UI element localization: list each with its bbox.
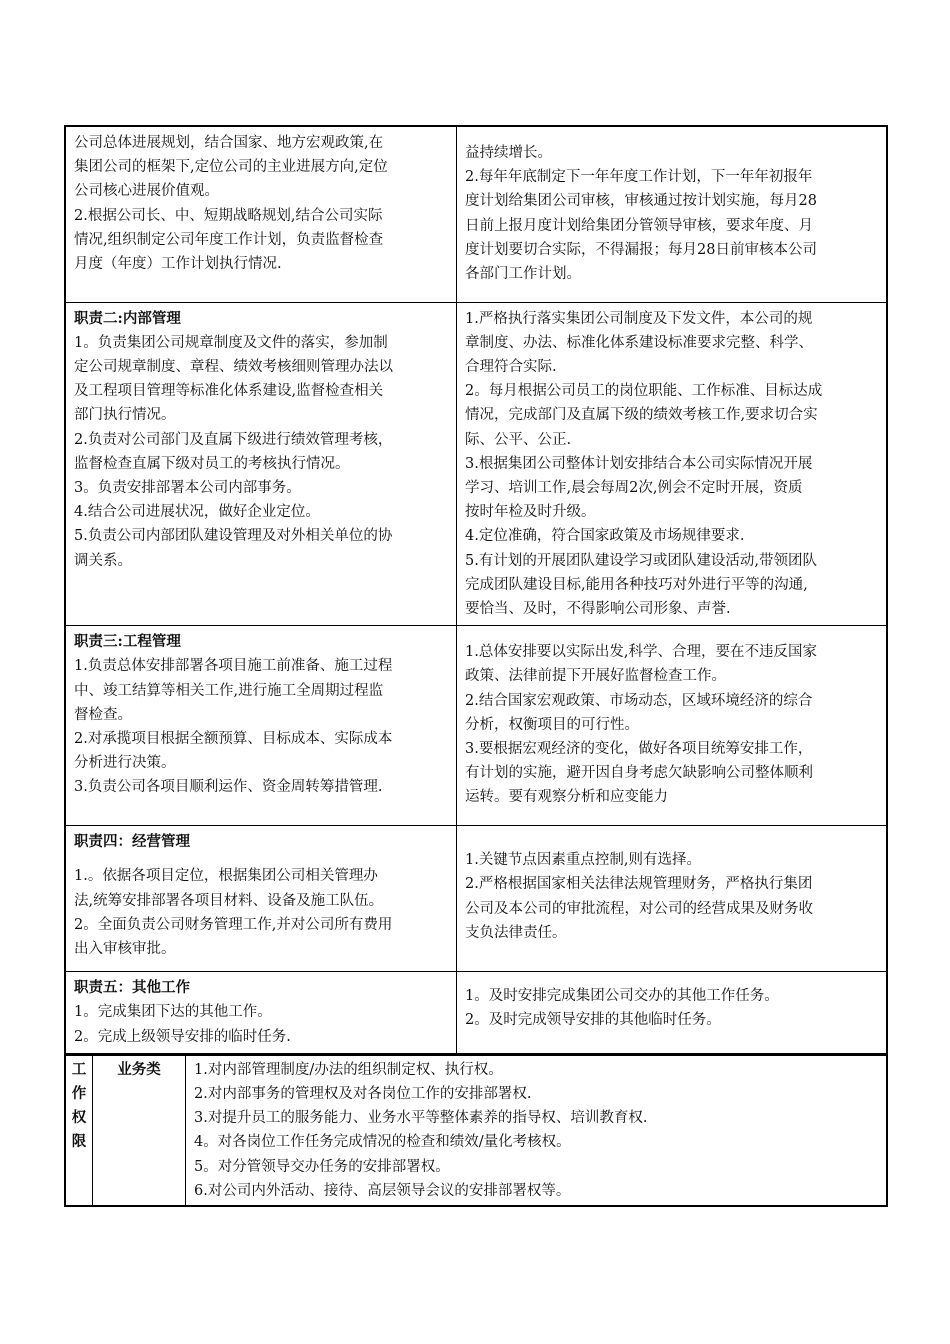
- authority-items: [186, 1055, 888, 1206]
- duty-title: 职责二:内部管理: [74, 309, 181, 327]
- heading-char: 权: [71, 1109, 87, 1127]
- text-line: 要恰当、及时，不得影响公司形象、声誉.: [465, 600, 731, 617]
- text-line: 中、竣工结算等相关工作,进行施工全周期过程监: [74, 682, 384, 699]
- text-line: 月度（年度）工作计划执行情况.: [74, 256, 282, 273]
- text-line: 5.有计划的开展团队建设学习或团队建设活动,带领团队: [465, 552, 817, 569]
- duty-standard-cell: [457, 126, 888, 302]
- text-line: 1.负责总体安排部署各项目施工前准备、施工过程: [74, 658, 393, 675]
- authority-item: 5。对分管领导交办任务的安排部署权。: [194, 1158, 450, 1175]
- text-line: 定公司规章制度、章程、绩效考核细则管理办法以: [74, 358, 393, 375]
- text-line: 监督检查直属下级对员工的考核执行情况。: [74, 455, 350, 472]
- text-line: 2.对承揽项目根据全额预算、目标成本、实际成本: [74, 730, 393, 747]
- text-line: 2。每月根据公司员工的岗位职能、工作标准、目标达成: [465, 383, 823, 400]
- duty-description-cell: [65, 972, 457, 1054]
- text-line: 日前上报月度计划给集团分管领导审核，要求年度、月: [465, 217, 813, 234]
- text-line: 各部门工作计划。: [465, 266, 581, 283]
- text-line: 5.负责公司内部团队建设管理及对外相关单位的协: [74, 528, 393, 545]
- authority-item: 4。对各岗位工作任务完成情况的检查和绩效/量化考核权。: [194, 1134, 571, 1151]
- text-line: 1。负责集团公司规章制度及文件的落实，参加制: [74, 334, 388, 351]
- text-line: 2。完成上级领导安排的临时任务.: [74, 1028, 291, 1045]
- text-line: 完成团队建设目标,能用各种技巧对外进行平等的沟通,: [465, 576, 808, 593]
- text-line: 度计划给集团公司审核，审核通过按计划实施，每月28: [465, 193, 817, 210]
- duty-title: 职责四：经营管理: [74, 833, 190, 851]
- text-line: 2。全面负责公司财务管理工作,并对公司所有费用: [74, 916, 393, 933]
- text-line: 情况，完成部门及直属下级的绩效考核工作,要求切合实: [465, 407, 818, 424]
- duty-title: 职责三:工程管理: [74, 633, 181, 651]
- text-line: 及工程项目管理等标准化体系建设,监督检查相关: [74, 383, 384, 400]
- text-line: 1.。依据各项目定位，根据集团公司相关管理办: [74, 868, 378, 885]
- text-line: 2.根据公司长、中、短期战略规划,结合公司实际: [74, 207, 383, 224]
- authority-row: [65, 1055, 887, 1206]
- text-line: 际、公平、公正.: [465, 431, 572, 448]
- text-line: 益持续增长。: [465, 145, 552, 161]
- duty-description-cell: [65, 302, 457, 626]
- duty-table: [64, 125, 888, 1055]
- duty-standard-cell: [457, 972, 888, 1054]
- authority-item: 6.对公司内外活动、接待、高层领导会议的安排部署权等。: [194, 1182, 571, 1199]
- duty-title: 职责五：其他工作: [74, 979, 190, 997]
- text-line: 3.负责公司各项目顺利运作、资金周转筹措管理.: [74, 779, 383, 796]
- text-line: 调关系。: [74, 552, 132, 569]
- text-line: 分析进行决策。: [74, 755, 176, 772]
- text-line: 2.结合国家宏观政策、市场动态，区域环境经济的综合: [465, 692, 813, 709]
- duty-description-cell: [65, 826, 457, 972]
- text-line: 1.严格执行落实集团公司制度及下发文件，本公司的规: [465, 310, 813, 327]
- text-line: 度计划要切合实际，不得漏报；每月28日前审核本公司: [465, 241, 817, 258]
- text-line: 督检查。: [74, 706, 132, 723]
- text-line: 分析，权衡项目的可行性。: [465, 716, 639, 733]
- duty-row: [65, 302, 887, 626]
- authority-table: [64, 1055, 888, 1207]
- text-line: 2.严格根据国家相关法律法规管理财务，严格执行集团: [465, 876, 813, 893]
- text-line: 法,统筹安排部署各项目材料、设备及施工队伍。: [74, 892, 384, 909]
- authority-item: 3.对提升员工的服务能力、业务水平等整体素养的指导权、培训教育权.: [194, 1110, 648, 1127]
- text-line: 支负法律责任。: [465, 924, 567, 941]
- duty-row: [65, 126, 887, 302]
- text-line: 公司核心进展价值观。: [74, 183, 219, 200]
- duty-row: [65, 626, 887, 826]
- text-line: 1.总体安排要以实际出发,科学、合理，要在不违反国家: [465, 644, 817, 661]
- document-page: [64, 125, 888, 1207]
- text-line: 合理符合实际.: [465, 358, 557, 375]
- text-line: 章制度、办法、标准化体系建设标准要求完整、科学、: [465, 334, 813, 351]
- text-line: 1。及时安排完成集团公司交办的其他工作任务。: [465, 988, 779, 1005]
- text-line: 2.负责对公司部门及直属下级进行绩效管理考核，: [74, 431, 393, 448]
- text-line: 4.结合公司进展状况，做好企业定位。: [74, 504, 320, 521]
- authority-category: 业务类: [93, 1055, 186, 1206]
- text-line: 1.关键节点因素重点控制,则有选择。: [465, 852, 701, 869]
- heading-char: 限: [71, 1133, 87, 1151]
- text-line: 部门执行情况。: [74, 407, 176, 424]
- duty-standard-cell: [457, 302, 888, 626]
- authority-item: 2.对内部事务的管理权及对各岗位工作的安排部署权.: [194, 1085, 532, 1102]
- text-line: 2。及时完成领导安排的其他临时任务。: [465, 1012, 721, 1029]
- text-line: 公司总体进展规划，结合国家、地方宏观政策,在: [74, 135, 384, 151]
- text-line: 情况,组织制定公司年度工作计划，负责监督检查: [74, 231, 384, 248]
- text-line: 4.定位准确，符合国家政策及市场规律要求.: [465, 528, 745, 545]
- duty-row: [65, 972, 887, 1054]
- text-line: 学习、培训工作,晨会每周2次,例会不定时开展，资质: [465, 479, 803, 496]
- text-line: 公司及本公司的审批流程，对公司的经营成果及财务收: [465, 900, 813, 917]
- duty-description-cell: [65, 126, 457, 302]
- text-line: 按时年检及时升级。: [465, 504, 596, 521]
- text-line: 有计划的实施，避开因自身考虑欠缺影响公司整体顺利: [465, 765, 813, 782]
- text-line: 3。负责安排部署本公司内部事务。: [74, 479, 301, 496]
- duty-row: [65, 826, 887, 972]
- spacer: [74, 854, 448, 864]
- duty-standard-cell: [457, 826, 888, 972]
- text-line: 政策、法律前提下开展好监督检查工作。: [465, 668, 726, 685]
- text-line: 1。完成集团下达的其他工作。: [74, 1004, 272, 1021]
- text-line: 集团公司的框架下,定位公司的主业进展方向,定位: [74, 159, 388, 176]
- text-line: 3.要根据宏观经济的变化，做好各项目统筹安排工作，: [465, 740, 813, 757]
- text-line: 运转。要有观察分析和应变能力: [465, 789, 668, 806]
- authority-item: 1.对内部管理制度/办法的组织制定权、执行权。: [194, 1061, 503, 1078]
- heading-char: 作: [71, 1084, 87, 1102]
- text-line: 出入审核审批。: [74, 940, 176, 957]
- authority-heading: [65, 1055, 93, 1206]
- duty-description-cell: [65, 626, 457, 826]
- heading-char: 工: [71, 1060, 87, 1078]
- text-line: 3.根据集团公司整体计划安排结合本公司实际情况开展: [465, 455, 813, 472]
- text-line: 2.每年年底制定下一年年度工作计划，下一年年初报年: [465, 169, 813, 186]
- duty-standard-cell: [457, 626, 888, 826]
